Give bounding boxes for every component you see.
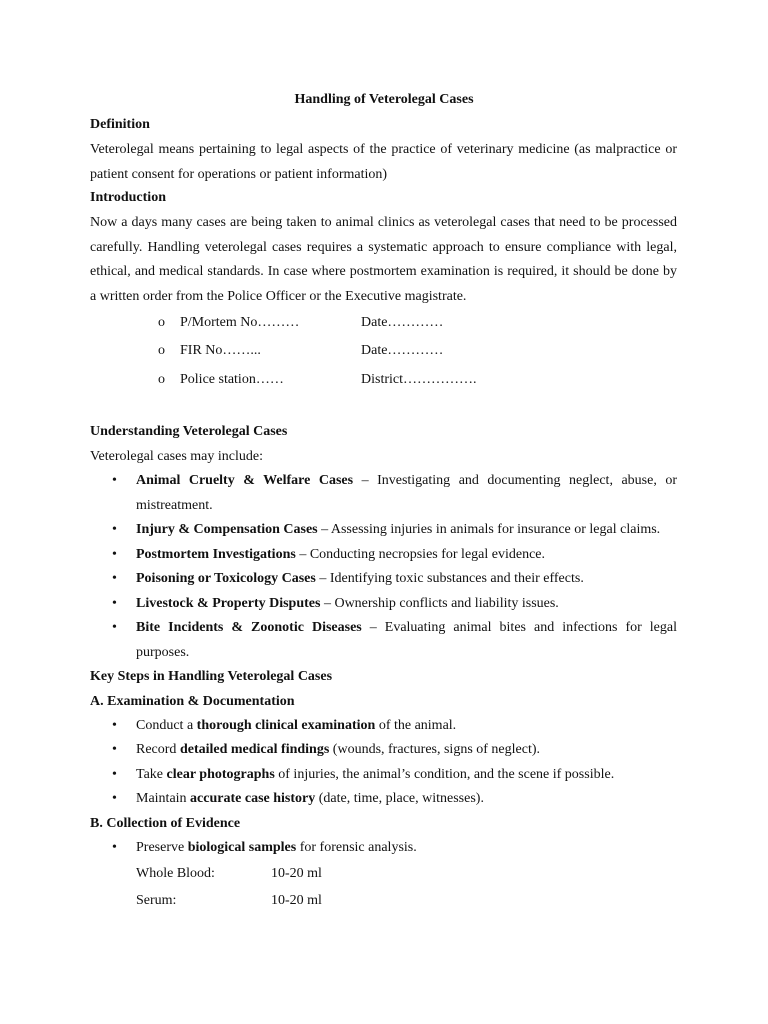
list-bullet: • [112,718,117,733]
section-a-heading: A. Examination & Documentation [90,694,295,709]
definition-text: Veterolegal means pertaining to legal aspects of the practice of veterinary medicine (as malpractice or patient consent for operations or patient information) [90,142,677,182]
sample-label: Whole Blood: [136,866,215,881]
police-station-field: Police station…… [180,372,284,387]
fir-date-field: Date………… [361,343,444,358]
sample-value: 10-20 ml [271,866,322,881]
list-item: Conduct a thorough clinical examination of the animal. [136,718,457,733]
list-item: Livestock & Property Disputes – Ownership conflicts and liability issues. [136,596,559,611]
list-bullet: • [112,547,117,562]
list-item: Maintain accurate case history (date, time, place, witnesses). [136,791,484,806]
list-bullet: • [112,596,117,611]
pm-date-field: Date………… [361,315,444,330]
list-bullet: • [112,840,117,855]
introduction-text: Now a days many cases are being taken to animal clinics as veterolegal cases that need to be processed carefully. Handling veterolegal cases requires a systematic approach to ensure compliance with legal, ethical, and medical standards. In case where postmortem examination is required, it should be done by a written order from the Police Officer or the Executive magistrate. [90,215,677,304]
list-bullet: • [112,473,117,488]
list-bullet: o [158,372,165,387]
list-bullet: • [112,791,117,806]
fir-number-field: FIR No……... [180,343,261,358]
list-item: Injury & Compensation Cases – Assessing injuries in animals for insurance or legal claims. [136,522,661,537]
understanding-intro: Veterolegal cases may include: [90,449,263,464]
list-bullet: • [112,742,117,757]
list-item: Preserve biological samples for forensic analysis. [136,840,417,855]
list-item: Bite Incidents & Zoonotic Diseases – Evaluating animal bites and infections for legal purposes. [136,620,677,660]
list-item: Take clear photographs of injuries, the animal’s condition, and the scene if possible. [136,767,615,782]
understanding-heading: Understanding Veterolegal Cases [90,424,288,439]
sample-label: Serum: [136,893,177,908]
pm-number-field: P/Mortem No……… [180,315,300,330]
definition-heading: Definition [90,117,150,132]
list-item: Poisoning or Toxicology Cases – Identifying toxic substances and their effects. [136,571,584,586]
list-bullet: • [112,620,117,635]
introduction-heading: Introduction [90,190,166,205]
list-bullet: o [158,315,165,330]
document-title: Handling of Veterolegal Cases [294,92,474,107]
sample-value: 10-20 ml [271,893,322,908]
list-item: Animal Cruelty & Welfare Cases – Investigating and documenting neglect, abuse, or mistreatment. [136,473,677,513]
list-item: Record detailed medical findings (wounds, fractures, signs of neglect). [136,742,541,757]
key-steps-heading: Key Steps in Handling Veterolegal Cases [90,669,333,684]
list-bullet: o [158,343,165,358]
list-bullet: • [112,571,117,586]
section-b-heading: B. Collection of Evidence [90,816,241,831]
list-bullet: • [112,522,117,537]
list-item: Postmortem Investigations – Conducting necropsies for legal evidence. [136,547,546,562]
list-bullet: • [112,767,117,782]
district-field: District……………. [361,372,477,387]
